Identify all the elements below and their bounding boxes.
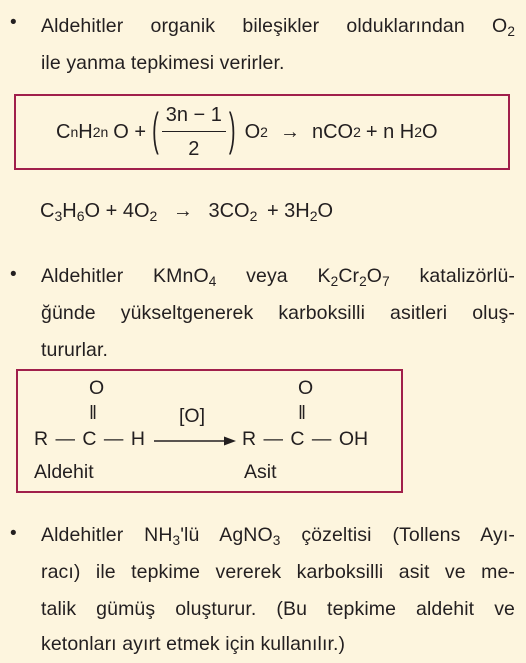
ox-sub-7: 7 xyxy=(382,274,390,289)
ox-sub-4: 4 xyxy=(208,274,217,289)
open-paren: ( xyxy=(152,105,159,157)
reaction-arrow-icon: → xyxy=(279,120,300,143)
aldehyde-label: Aldehit xyxy=(34,461,94,483)
ex-o2-sub: 2 xyxy=(149,208,158,224)
eq-h: H xyxy=(78,120,93,143)
o2-subscript: 2 xyxy=(507,24,515,39)
eq-h2o-o: O xyxy=(422,120,438,143)
aldehyde-chain: R — C — H xyxy=(34,428,145,450)
oxidation-line-3: tururlar. xyxy=(41,339,109,361)
combustion-text-1: Aldehitler organik bileşikler olduklarından O xyxy=(41,15,508,37)
ex-c: C xyxy=(40,200,55,222)
acid-double-bond: ‖ xyxy=(298,402,307,424)
oxidation-line-2: ğünde yükseltgenerek karboksilli asitleri oluş- xyxy=(41,302,515,324)
ox-sub-2a: 2 xyxy=(330,274,339,289)
acid-label: Asit xyxy=(244,461,277,483)
eq-c: C xyxy=(56,120,71,143)
tollens-line-4: ketonları ayırt etmek için kullanılır.) xyxy=(41,633,346,655)
coefficient-fraction xyxy=(162,102,226,162)
tollens-sub-3a: 3 xyxy=(172,533,181,548)
bullet-oxidation: • xyxy=(10,264,17,285)
ex-h: H xyxy=(62,200,77,222)
ex-h-sub: 6 xyxy=(76,208,85,224)
tollens-line-2: racı) ile tepkime vererek karboksilli asit ve me- xyxy=(41,561,515,583)
tollens-text-a: Aldehitler NH xyxy=(41,524,173,546)
general-combustion-equation: C n H 2n O + ( $\frac{3n - 1}{2}$ ) O 2 → nCO 2 + n H 2 O xyxy=(56,104,438,160)
tollens-text-b: 'lü AgNO xyxy=(180,524,273,546)
aldehyde-double-bond: ‖ xyxy=(89,402,98,424)
ox-text-b: veya K xyxy=(216,265,331,287)
ox-text-e: katalizörlü- xyxy=(389,265,515,287)
tollens-line-3: talik gümüş oluşturur. (Bu tepkime aldehit ve xyxy=(41,598,515,620)
acid-chain: R — C — OH xyxy=(242,428,369,450)
eq-plus-nh: + n H xyxy=(365,120,415,143)
combustion-line-1 xyxy=(41,8,515,45)
ex-h2o-o: O xyxy=(317,200,334,222)
ex-3h2o: + 3H xyxy=(266,200,310,222)
fraction-numerator: 3n − 1 xyxy=(162,102,226,132)
eq-o2: O xyxy=(244,120,261,143)
acid-carbonyl-o: O xyxy=(298,377,314,399)
ox-text-d: O xyxy=(366,265,383,287)
ex-c-sub: 3 xyxy=(54,208,63,224)
aldehyde-carbonyl-o: O xyxy=(89,377,105,399)
reaction-arrow-long-icon xyxy=(154,434,236,448)
ox-sub-2b: 2 xyxy=(359,274,367,289)
ox-text-a: Aldehitler KMnO xyxy=(41,265,209,287)
bullet-combustion: • xyxy=(10,12,17,33)
example-arrow-icon: → xyxy=(172,200,193,222)
close-paren: ) xyxy=(228,105,236,157)
tollens-text-c: çözeltisi (Tollens Ayı- xyxy=(280,524,515,546)
eq-o-plus: O + xyxy=(113,120,147,143)
example-combustion-equation xyxy=(40,200,333,223)
combustion-line-2: ile yanma tepkimesi verirler. xyxy=(41,52,285,74)
bullet-tollens: • xyxy=(10,523,17,544)
ox-text-c: Cr xyxy=(338,265,360,287)
fraction-denominator: 2 xyxy=(188,138,200,160)
eq-nco2: nCO xyxy=(311,120,354,143)
oxidation-line-1 xyxy=(41,258,515,295)
ex-h2o-sub: 2 xyxy=(309,208,318,224)
oxidation-condition: [O] xyxy=(179,405,206,427)
ex-co2-sub: 2 xyxy=(249,208,258,224)
tollens-sub-3b: 3 xyxy=(272,533,281,548)
ex-o-plus-4o: O + 4O xyxy=(84,200,150,222)
ex-3co2: 3CO xyxy=(208,200,250,222)
tollens-line-1 xyxy=(41,517,515,554)
